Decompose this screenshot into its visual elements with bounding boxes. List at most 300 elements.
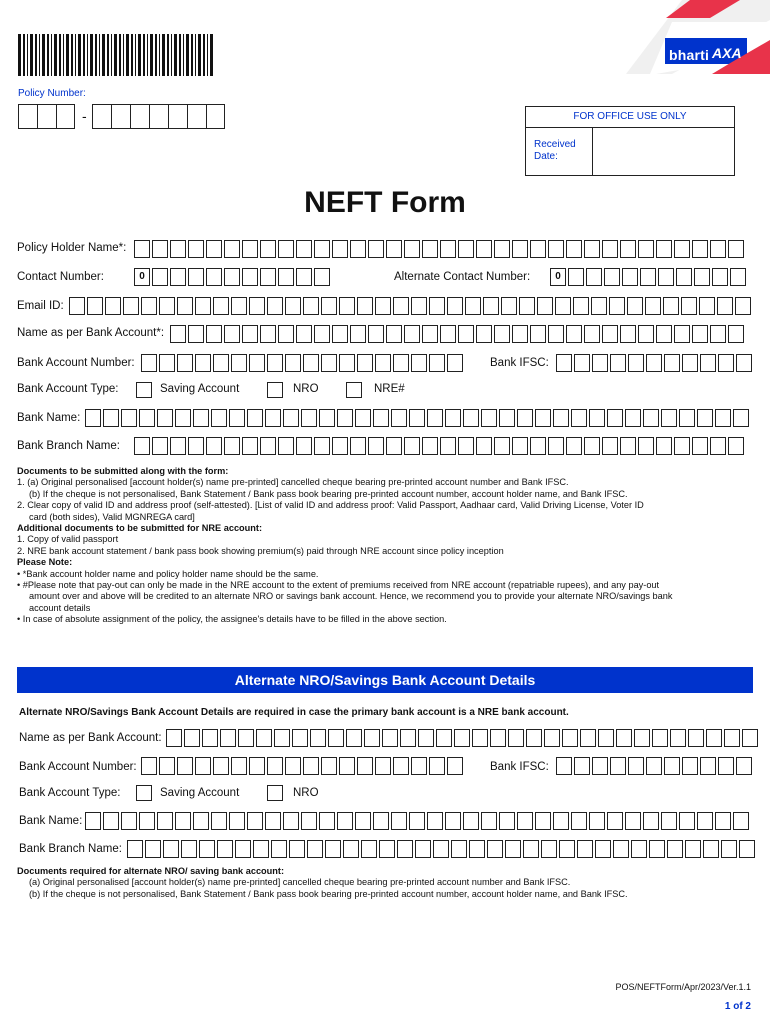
- char-box[interactable]: [715, 409, 731, 427]
- char-box[interactable]: [631, 840, 647, 858]
- char-box[interactable]: [451, 840, 467, 858]
- char-box[interactable]: [314, 325, 330, 343]
- char-box[interactable]: [584, 437, 600, 455]
- alt-bank-name-boxes[interactable]: [85, 812, 751, 830]
- char-box[interactable]: [649, 840, 665, 858]
- policy-number-boxes-b[interactable]: [92, 104, 225, 129]
- char-box[interactable]: [573, 297, 589, 315]
- char-box[interactable]: [103, 812, 119, 830]
- char-box[interactable]: [589, 812, 605, 830]
- char-box[interactable]: [566, 325, 582, 343]
- char-box[interactable]: [571, 812, 587, 830]
- char-box[interactable]: [231, 297, 247, 315]
- char-box[interactable]: [494, 240, 510, 258]
- char-box[interactable]: [188, 437, 204, 455]
- char-box[interactable]: [350, 240, 366, 258]
- char-box[interactable]: [682, 757, 698, 775]
- char-box[interactable]: [175, 812, 191, 830]
- char-box[interactable]: [646, 354, 662, 372]
- char-box[interactable]: [625, 409, 641, 427]
- char-box[interactable]: [517, 409, 533, 427]
- char-box[interactable]: [586, 268, 602, 286]
- char-box[interactable]: [121, 409, 137, 427]
- char-box[interactable]: [278, 437, 294, 455]
- char-box[interactable]: [175, 409, 191, 427]
- char-box[interactable]: [682, 354, 698, 372]
- char-box[interactable]: [292, 729, 308, 747]
- nre-checkbox[interactable]: [346, 382, 362, 398]
- char-box[interactable]: [476, 437, 492, 455]
- char-box[interactable]: [458, 325, 474, 343]
- char-box[interactable]: [664, 757, 680, 775]
- char-box[interactable]: [303, 354, 319, 372]
- char-box[interactable]: [386, 325, 402, 343]
- char-box[interactable]: [519, 297, 535, 315]
- char-box[interactable]: [130, 104, 149, 129]
- char-box[interactable]: [638, 325, 654, 343]
- char-box[interactable]: [721, 840, 737, 858]
- char-box[interactable]: [694, 268, 710, 286]
- char-box[interactable]: [386, 437, 402, 455]
- char-box[interactable]: [627, 297, 643, 315]
- char-box[interactable]: [149, 104, 168, 129]
- char-box[interactable]: [638, 240, 654, 258]
- char-box[interactable]: [658, 268, 674, 286]
- char-box[interactable]: [613, 840, 629, 858]
- char-box[interactable]: [409, 409, 425, 427]
- char-box[interactable]: [285, 354, 301, 372]
- char-box[interactable]: [447, 757, 463, 775]
- char-box[interactable]: [296, 268, 312, 286]
- char-box[interactable]: [562, 729, 578, 747]
- char-box[interactable]: [289, 840, 305, 858]
- char-box[interactable]: [229, 812, 245, 830]
- char-box[interactable]: [152, 240, 168, 258]
- char-box[interactable]: [602, 437, 618, 455]
- char-box[interactable]: [436, 729, 452, 747]
- char-box[interactable]: [422, 325, 438, 343]
- char-box[interactable]: [170, 240, 186, 258]
- char-box[interactable]: [310, 729, 326, 747]
- bank-ifsc-boxes[interactable]: [556, 354, 754, 372]
- char-box[interactable]: [224, 240, 240, 258]
- char-box[interactable]: [409, 812, 425, 830]
- char-box[interactable]: [170, 325, 186, 343]
- char-box[interactable]: [733, 409, 749, 427]
- char-box[interactable]: [373, 409, 389, 427]
- char-box[interactable]: [319, 409, 335, 427]
- char-box[interactable]: [429, 297, 445, 315]
- char-box[interactable]: [206, 437, 222, 455]
- char-box[interactable]: [314, 240, 330, 258]
- char-box[interactable]: [157, 409, 173, 427]
- char-box[interactable]: [555, 297, 571, 315]
- char-box[interactable]: 0: [134, 268, 150, 286]
- char-box[interactable]: [622, 268, 638, 286]
- char-box[interactable]: [676, 268, 692, 286]
- nro-checkbox[interactable]: [267, 382, 283, 398]
- char-box[interactable]: [267, 354, 283, 372]
- char-box[interactable]: [411, 297, 427, 315]
- char-box[interactable]: [699, 297, 715, 315]
- char-box[interactable]: [548, 437, 564, 455]
- char-box[interactable]: [602, 240, 618, 258]
- char-box[interactable]: [231, 757, 247, 775]
- char-box[interactable]: [656, 240, 672, 258]
- char-box[interactable]: [494, 325, 510, 343]
- char-box[interactable]: [177, 297, 193, 315]
- char-box[interactable]: [499, 409, 515, 427]
- char-box[interactable]: [742, 729, 758, 747]
- char-box[interactable]: [670, 729, 686, 747]
- char-box[interactable]: [206, 104, 225, 129]
- char-box[interactable]: [301, 812, 317, 830]
- alt-bank-branch-boxes[interactable]: [127, 840, 757, 858]
- char-box[interactable]: [697, 812, 713, 830]
- char-box[interactable]: [231, 354, 247, 372]
- char-box[interactable]: [656, 437, 672, 455]
- bank-name-boxes[interactable]: [85, 409, 751, 427]
- char-box[interactable]: [105, 297, 121, 315]
- char-box[interactable]: [278, 325, 294, 343]
- char-box[interactable]: [357, 757, 373, 775]
- char-box[interactable]: [620, 240, 636, 258]
- char-box[interactable]: [454, 729, 470, 747]
- char-box[interactable]: [469, 840, 485, 858]
- char-box[interactable]: [285, 757, 301, 775]
- char-box[interactable]: [646, 757, 662, 775]
- char-box[interactable]: [544, 729, 560, 747]
- char-box[interactable]: [422, 437, 438, 455]
- char-box[interactable]: [177, 757, 193, 775]
- char-box[interactable]: [559, 840, 575, 858]
- char-box[interactable]: [163, 840, 179, 858]
- alt-saving-account-checkbox[interactable]: [136, 785, 152, 801]
- char-box[interactable]: [321, 757, 337, 775]
- char-box[interactable]: [121, 812, 137, 830]
- char-box[interactable]: [652, 729, 668, 747]
- char-box[interactable]: [296, 325, 312, 343]
- char-box[interactable]: [609, 297, 625, 315]
- char-box[interactable]: [589, 409, 605, 427]
- char-box[interactable]: [472, 729, 488, 747]
- char-box[interactable]: [548, 325, 564, 343]
- char-box[interactable]: [530, 240, 546, 258]
- char-box[interactable]: [296, 437, 312, 455]
- char-box[interactable]: [530, 325, 546, 343]
- char-box[interactable]: [375, 354, 391, 372]
- char-box[interactable]: [458, 240, 474, 258]
- char-box[interactable]: [319, 812, 335, 830]
- char-box[interactable]: [242, 240, 258, 258]
- char-box[interactable]: [391, 409, 407, 427]
- char-box[interactable]: [440, 325, 456, 343]
- char-box[interactable]: [628, 757, 644, 775]
- char-box[interactable]: [715, 812, 731, 830]
- char-box[interactable]: [592, 757, 608, 775]
- char-box[interactable]: [574, 757, 590, 775]
- char-box[interactable]: [643, 409, 659, 427]
- char-box[interactable]: [379, 840, 395, 858]
- char-box[interactable]: [368, 437, 384, 455]
- char-box[interactable]: [736, 354, 752, 372]
- char-box[interactable]: [238, 729, 254, 747]
- char-box[interactable]: [134, 437, 150, 455]
- char-box[interactable]: [445, 812, 461, 830]
- char-box[interactable]: [393, 757, 409, 775]
- char-box[interactable]: [404, 437, 420, 455]
- char-box[interactable]: [728, 437, 744, 455]
- saving-account-checkbox[interactable]: [136, 382, 152, 398]
- alt-nro-checkbox[interactable]: [267, 785, 283, 801]
- char-box[interactable]: [386, 240, 402, 258]
- char-box[interactable]: [535, 409, 551, 427]
- char-box[interactable]: [217, 840, 233, 858]
- char-box[interactable]: [249, 354, 265, 372]
- char-box[interactable]: [357, 297, 373, 315]
- char-box[interactable]: [736, 757, 752, 775]
- char-box[interactable]: [195, 757, 211, 775]
- char-box[interactable]: [667, 840, 683, 858]
- char-box[interactable]: [69, 297, 85, 315]
- char-box[interactable]: [159, 354, 175, 372]
- char-box[interactable]: [87, 297, 103, 315]
- char-box[interactable]: [382, 729, 398, 747]
- char-box[interactable]: [170, 437, 186, 455]
- char-box[interactable]: [139, 812, 155, 830]
- char-box[interactable]: [429, 354, 445, 372]
- char-box[interactable]: [595, 840, 611, 858]
- char-box[interactable]: [607, 812, 623, 830]
- char-box[interactable]: [397, 840, 413, 858]
- char-box[interactable]: [145, 840, 161, 858]
- char-box[interactable]: [681, 297, 697, 315]
- char-box[interactable]: [476, 325, 492, 343]
- char-box[interactable]: [733, 812, 749, 830]
- char-box[interactable]: [375, 297, 391, 315]
- char-box[interactable]: [692, 325, 708, 343]
- char-box[interactable]: [247, 409, 263, 427]
- char-box[interactable]: [458, 437, 474, 455]
- char-box[interactable]: [610, 354, 626, 372]
- char-box[interactable]: [404, 240, 420, 258]
- char-box[interactable]: [123, 297, 139, 315]
- char-box[interactable]: [463, 812, 479, 830]
- char-box[interactable]: [202, 729, 218, 747]
- char-box[interactable]: [661, 812, 677, 830]
- char-box[interactable]: [710, 437, 726, 455]
- char-box[interactable]: [447, 354, 463, 372]
- char-box[interactable]: [445, 409, 461, 427]
- char-box[interactable]: [278, 268, 294, 286]
- char-box[interactable]: [193, 812, 209, 830]
- char-box[interactable]: [537, 297, 553, 315]
- char-box[interactable]: [481, 812, 497, 830]
- char-box[interactable]: [556, 757, 572, 775]
- char-box[interactable]: [157, 812, 173, 830]
- char-box[interactable]: [337, 812, 353, 830]
- char-box[interactable]: [249, 757, 265, 775]
- char-box[interactable]: [427, 409, 443, 427]
- char-box[interactable]: [566, 437, 582, 455]
- char-box[interactable]: [141, 757, 157, 775]
- char-box[interactable]: [206, 325, 222, 343]
- char-box[interactable]: [718, 757, 734, 775]
- policy-number-boxes-a[interactable]: [18, 104, 75, 129]
- char-box[interactable]: [85, 812, 101, 830]
- char-box[interactable]: [85, 409, 101, 427]
- char-box[interactable]: [152, 437, 168, 455]
- char-box[interactable]: [512, 325, 528, 343]
- char-box[interactable]: [141, 354, 157, 372]
- char-box[interactable]: [220, 729, 236, 747]
- char-box[interactable]: [271, 840, 287, 858]
- char-box[interactable]: [463, 409, 479, 427]
- char-box[interactable]: [700, 757, 716, 775]
- char-box[interactable]: [393, 354, 409, 372]
- char-box[interactable]: [625, 812, 641, 830]
- char-box[interactable]: [242, 437, 258, 455]
- char-box[interactable]: [674, 325, 690, 343]
- char-box[interactable]: [656, 325, 672, 343]
- char-box[interactable]: [571, 409, 587, 427]
- char-box[interactable]: [728, 325, 744, 343]
- char-box[interactable]: [476, 240, 492, 258]
- char-box[interactable]: [18, 104, 37, 129]
- char-box[interactable]: [229, 409, 245, 427]
- char-box[interactable]: [400, 729, 416, 747]
- email-boxes[interactable]: [69, 297, 753, 315]
- char-box[interactable]: [604, 268, 620, 286]
- char-box[interactable]: [373, 812, 389, 830]
- char-box[interactable]: [134, 240, 150, 258]
- char-box[interactable]: [577, 840, 593, 858]
- char-box[interactable]: [303, 757, 319, 775]
- char-box[interactable]: [249, 297, 265, 315]
- char-box[interactable]: [418, 729, 434, 747]
- char-box[interactable]: [247, 812, 263, 830]
- char-box[interactable]: [181, 840, 197, 858]
- char-box[interactable]: [188, 325, 204, 343]
- char-box[interactable]: [411, 354, 427, 372]
- char-box[interactable]: [440, 240, 456, 258]
- char-box[interactable]: [267, 297, 283, 315]
- char-box[interactable]: [235, 840, 251, 858]
- char-box[interactable]: [679, 812, 695, 830]
- char-box[interactable]: [674, 240, 690, 258]
- char-box[interactable]: [499, 812, 515, 830]
- char-box[interactable]: [512, 437, 528, 455]
- char-box[interactable]: [177, 354, 193, 372]
- char-box[interactable]: [159, 757, 175, 775]
- char-box[interactable]: [494, 437, 510, 455]
- char-box[interactable]: [332, 240, 348, 258]
- char-box[interactable]: [553, 409, 569, 427]
- char-box[interactable]: [260, 437, 276, 455]
- alt-bank-account-number-boxes[interactable]: [141, 757, 465, 775]
- char-box[interactable]: [265, 812, 281, 830]
- char-box[interactable]: [213, 297, 229, 315]
- char-box[interactable]: [580, 729, 596, 747]
- char-box[interactable]: [339, 297, 355, 315]
- char-box[interactable]: [339, 354, 355, 372]
- char-box[interactable]: [697, 409, 713, 427]
- char-box[interactable]: [415, 840, 431, 858]
- bank-branch-boxes[interactable]: [134, 437, 746, 455]
- char-box[interactable]: [187, 104, 206, 129]
- char-box[interactable]: [332, 325, 348, 343]
- char-box[interactable]: [139, 409, 155, 427]
- char-box[interactable]: [616, 729, 632, 747]
- char-box[interactable]: [355, 812, 371, 830]
- char-box[interactable]: [508, 729, 524, 747]
- char-box[interactable]: [332, 437, 348, 455]
- char-box[interactable]: [346, 729, 362, 747]
- char-box[interactable]: [211, 409, 227, 427]
- char-box[interactable]: [512, 240, 528, 258]
- char-box[interactable]: [692, 437, 708, 455]
- char-box[interactable]: [339, 757, 355, 775]
- char-box[interactable]: [355, 409, 371, 427]
- char-box[interactable]: [411, 757, 427, 775]
- char-box[interactable]: [337, 409, 353, 427]
- char-box[interactable]: [568, 268, 584, 286]
- char-box[interactable]: [285, 297, 301, 315]
- char-box[interactable]: [598, 729, 614, 747]
- char-box[interactable]: [548, 240, 564, 258]
- char-box[interactable]: [391, 812, 407, 830]
- char-box[interactable]: [267, 757, 283, 775]
- policy-holder-name-boxes[interactable]: [134, 240, 746, 258]
- char-box[interactable]: [591, 297, 607, 315]
- alt-name-per-bank-boxes[interactable]: [166, 729, 760, 747]
- char-box[interactable]: [188, 240, 204, 258]
- char-box[interactable]: [283, 812, 299, 830]
- char-box[interactable]: [688, 729, 704, 747]
- char-box[interactable]: [368, 240, 384, 258]
- char-box[interactable]: [724, 729, 740, 747]
- char-box[interactable]: [700, 354, 716, 372]
- char-box[interactable]: [303, 297, 319, 315]
- char-box[interactable]: [730, 268, 746, 286]
- name-per-bank-boxes[interactable]: [170, 325, 746, 343]
- char-box[interactable]: [278, 240, 294, 258]
- char-box[interactable]: [256, 729, 272, 747]
- char-box[interactable]: [193, 409, 209, 427]
- char-box[interactable]: [447, 297, 463, 315]
- char-box[interactable]: [592, 354, 608, 372]
- char-box[interactable]: [703, 840, 719, 858]
- char-box[interactable]: [166, 729, 182, 747]
- char-box[interactable]: [487, 840, 503, 858]
- char-box[interactable]: [224, 325, 240, 343]
- char-box[interactable]: [490, 729, 506, 747]
- char-box[interactable]: [211, 812, 227, 830]
- char-box[interactable]: [517, 812, 533, 830]
- char-box[interactable]: [553, 812, 569, 830]
- char-box[interactable]: [242, 325, 258, 343]
- char-box[interactable]: [361, 840, 377, 858]
- char-box[interactable]: [350, 325, 366, 343]
- char-box[interactable]: [556, 354, 572, 372]
- char-box[interactable]: [152, 268, 168, 286]
- alt-contact-number-boxes[interactable]: [550, 268, 748, 286]
- char-box[interactable]: [566, 240, 582, 258]
- char-box[interactable]: [103, 409, 119, 427]
- char-box[interactable]: [661, 409, 677, 427]
- char-box[interactable]: [483, 297, 499, 315]
- char-box[interactable]: [274, 729, 290, 747]
